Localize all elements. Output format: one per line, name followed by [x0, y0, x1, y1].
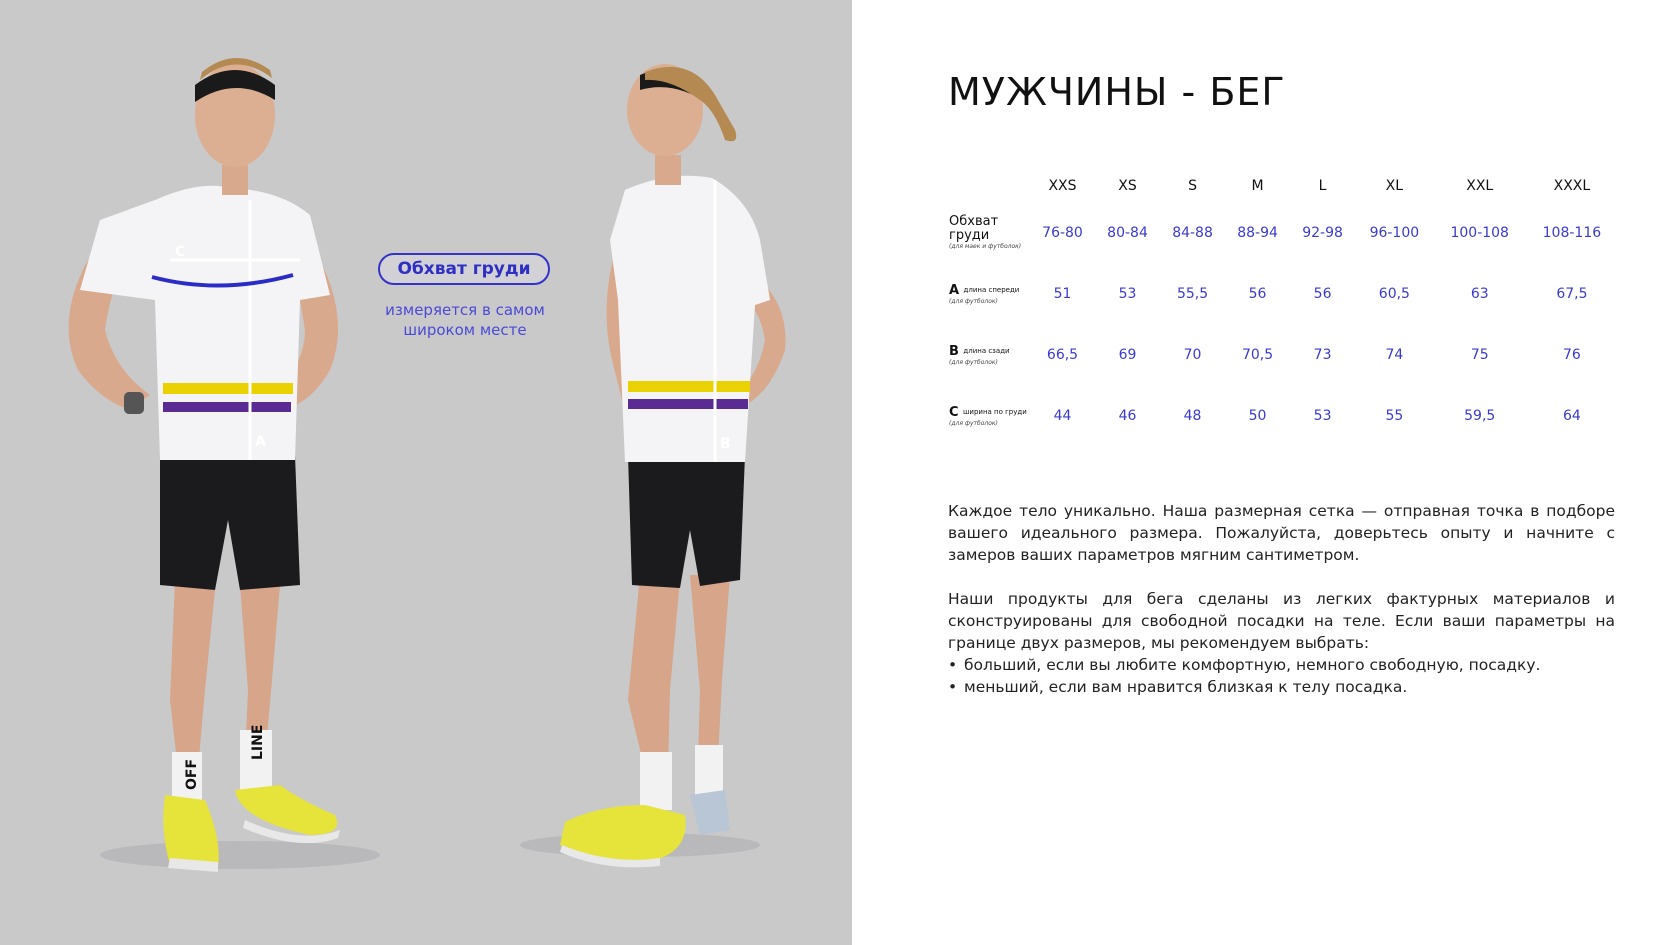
row-header: [948, 202, 1030, 263]
front-figure: [69, 58, 340, 872]
table-cell: 76-80: [1042, 224, 1083, 241]
row-letter: C: [949, 404, 959, 420]
row-note: (для маек и футболок): [949, 242, 1022, 250]
row-note: (для футболок): [949, 297, 998, 305]
description-paragraph: Каждое тело уникально. Наша размерная сетка — отправная точка в подборе вашего идеального размера. Пожалуйста, доверьтесь опыту и начните с замеров ваших параметров мягним сантиметром.: [948, 502, 1615, 564]
page-title: МУЖЧИНЫ - БЕГ: [948, 70, 1286, 114]
header-empty: [948, 170, 1030, 202]
row-note: (для футболок): [949, 358, 998, 366]
table-cell: 48: [1183, 407, 1202, 424]
table-cell: 56: [1248, 285, 1267, 302]
table-cell: 108-116: [1542, 224, 1602, 241]
row-note: (для футболок): [949, 419, 998, 427]
list-item: • больший, если вы любите комфортную, немного свободную, посадку.: [948, 654, 1615, 676]
table-cell: 55,5: [1176, 285, 1209, 302]
row-header: [948, 385, 1030, 446]
table-cell: 76: [1562, 346, 1581, 363]
row-sub: ширина по груди: [963, 407, 1027, 416]
table-cell: 70,5: [1241, 346, 1274, 363]
table-cell: 53: [1313, 407, 1332, 424]
floor-shadow-left: [100, 841, 380, 869]
list-item: • меньший, если вам нравится близкая к телу посадка.: [948, 676, 1615, 698]
row-sub: длина сзади: [963, 346, 1010, 355]
table-row: [948, 324, 1618, 385]
table-cell: 55: [1385, 407, 1404, 424]
purple-band: [163, 402, 291, 412]
size-header-row: [948, 170, 1618, 202]
table-cell: 100-108: [1450, 224, 1509, 241]
table-cell: 92-98: [1302, 224, 1343, 241]
side-figure: [560, 64, 786, 867]
table-cell: 53: [1118, 285, 1137, 302]
table-cell: 56: [1313, 285, 1332, 302]
table-cell: 96-100: [1369, 224, 1420, 241]
table-row: [948, 263, 1618, 324]
table-cell: 80-84: [1107, 224, 1148, 241]
description-paragraph: Наши продукты для бега сделаны из легких фактурных материалов и сконструированы для свободной посадки на теле. Если ваши параметры на границе двух размеров, мы рекомендуем выбрать:: [948, 590, 1615, 652]
table-cell: 70: [1183, 346, 1202, 363]
table-row: [948, 202, 1618, 263]
size-header: S: [1188, 178, 1197, 194]
size-header: XXL: [1466, 178, 1494, 194]
size-header: M: [1251, 178, 1264, 194]
label-c: C: [175, 244, 186, 260]
table-cell: 73: [1313, 346, 1332, 363]
size-header: XXS: [1048, 178, 1077, 194]
table-cell: 67,5: [1556, 285, 1588, 302]
right-panel: [852, 0, 1680, 945]
table-cell: 59,5: [1464, 407, 1496, 424]
table-cell: 66,5: [1046, 346, 1079, 363]
table-cell: 46: [1118, 407, 1137, 424]
description: [948, 500, 1615, 698]
size-header: L: [1318, 178, 1327, 194]
table-cell: 44: [1053, 407, 1072, 424]
recommendation-list: [948, 654, 1615, 698]
table-cell: 75: [1470, 346, 1489, 363]
table-cell: 51: [1053, 285, 1072, 302]
size-table: [948, 170, 1618, 446]
row-letter: B: [949, 343, 959, 359]
row-letter: A: [949, 282, 960, 298]
size-header: XS: [1118, 178, 1137, 194]
row-header: [948, 263, 1030, 324]
sock-text-right: LINE: [250, 724, 266, 760]
row-sub: длина спереди: [963, 285, 1020, 294]
size-header: XL: [1385, 178, 1404, 194]
label-b: B: [720, 436, 731, 452]
yellow-band: [163, 383, 293, 394]
table-cell: 60,5: [1378, 285, 1410, 302]
table-row: [948, 385, 1618, 446]
table-cell: 64: [1562, 407, 1581, 424]
row-header: [948, 324, 1030, 385]
sock-text-left: OFF: [184, 758, 200, 790]
row-label: Обхват груди: [949, 213, 999, 243]
chest-note: измеряется в самом широком месте: [385, 301, 545, 339]
table-cell: 69: [1118, 346, 1137, 363]
table-cell: 84-88: [1172, 224, 1213, 241]
table-cell: 50: [1248, 407, 1267, 424]
shoe-left-icon: [163, 795, 218, 868]
table-cell: 74: [1385, 346, 1404, 363]
chest-label-pill: Обхват груди: [378, 253, 550, 285]
table-cell: 63: [1470, 285, 1489, 302]
label-a: A: [255, 434, 266, 450]
size-header: XXXL: [1553, 178, 1591, 194]
table-cell: 88-94: [1237, 224, 1278, 241]
